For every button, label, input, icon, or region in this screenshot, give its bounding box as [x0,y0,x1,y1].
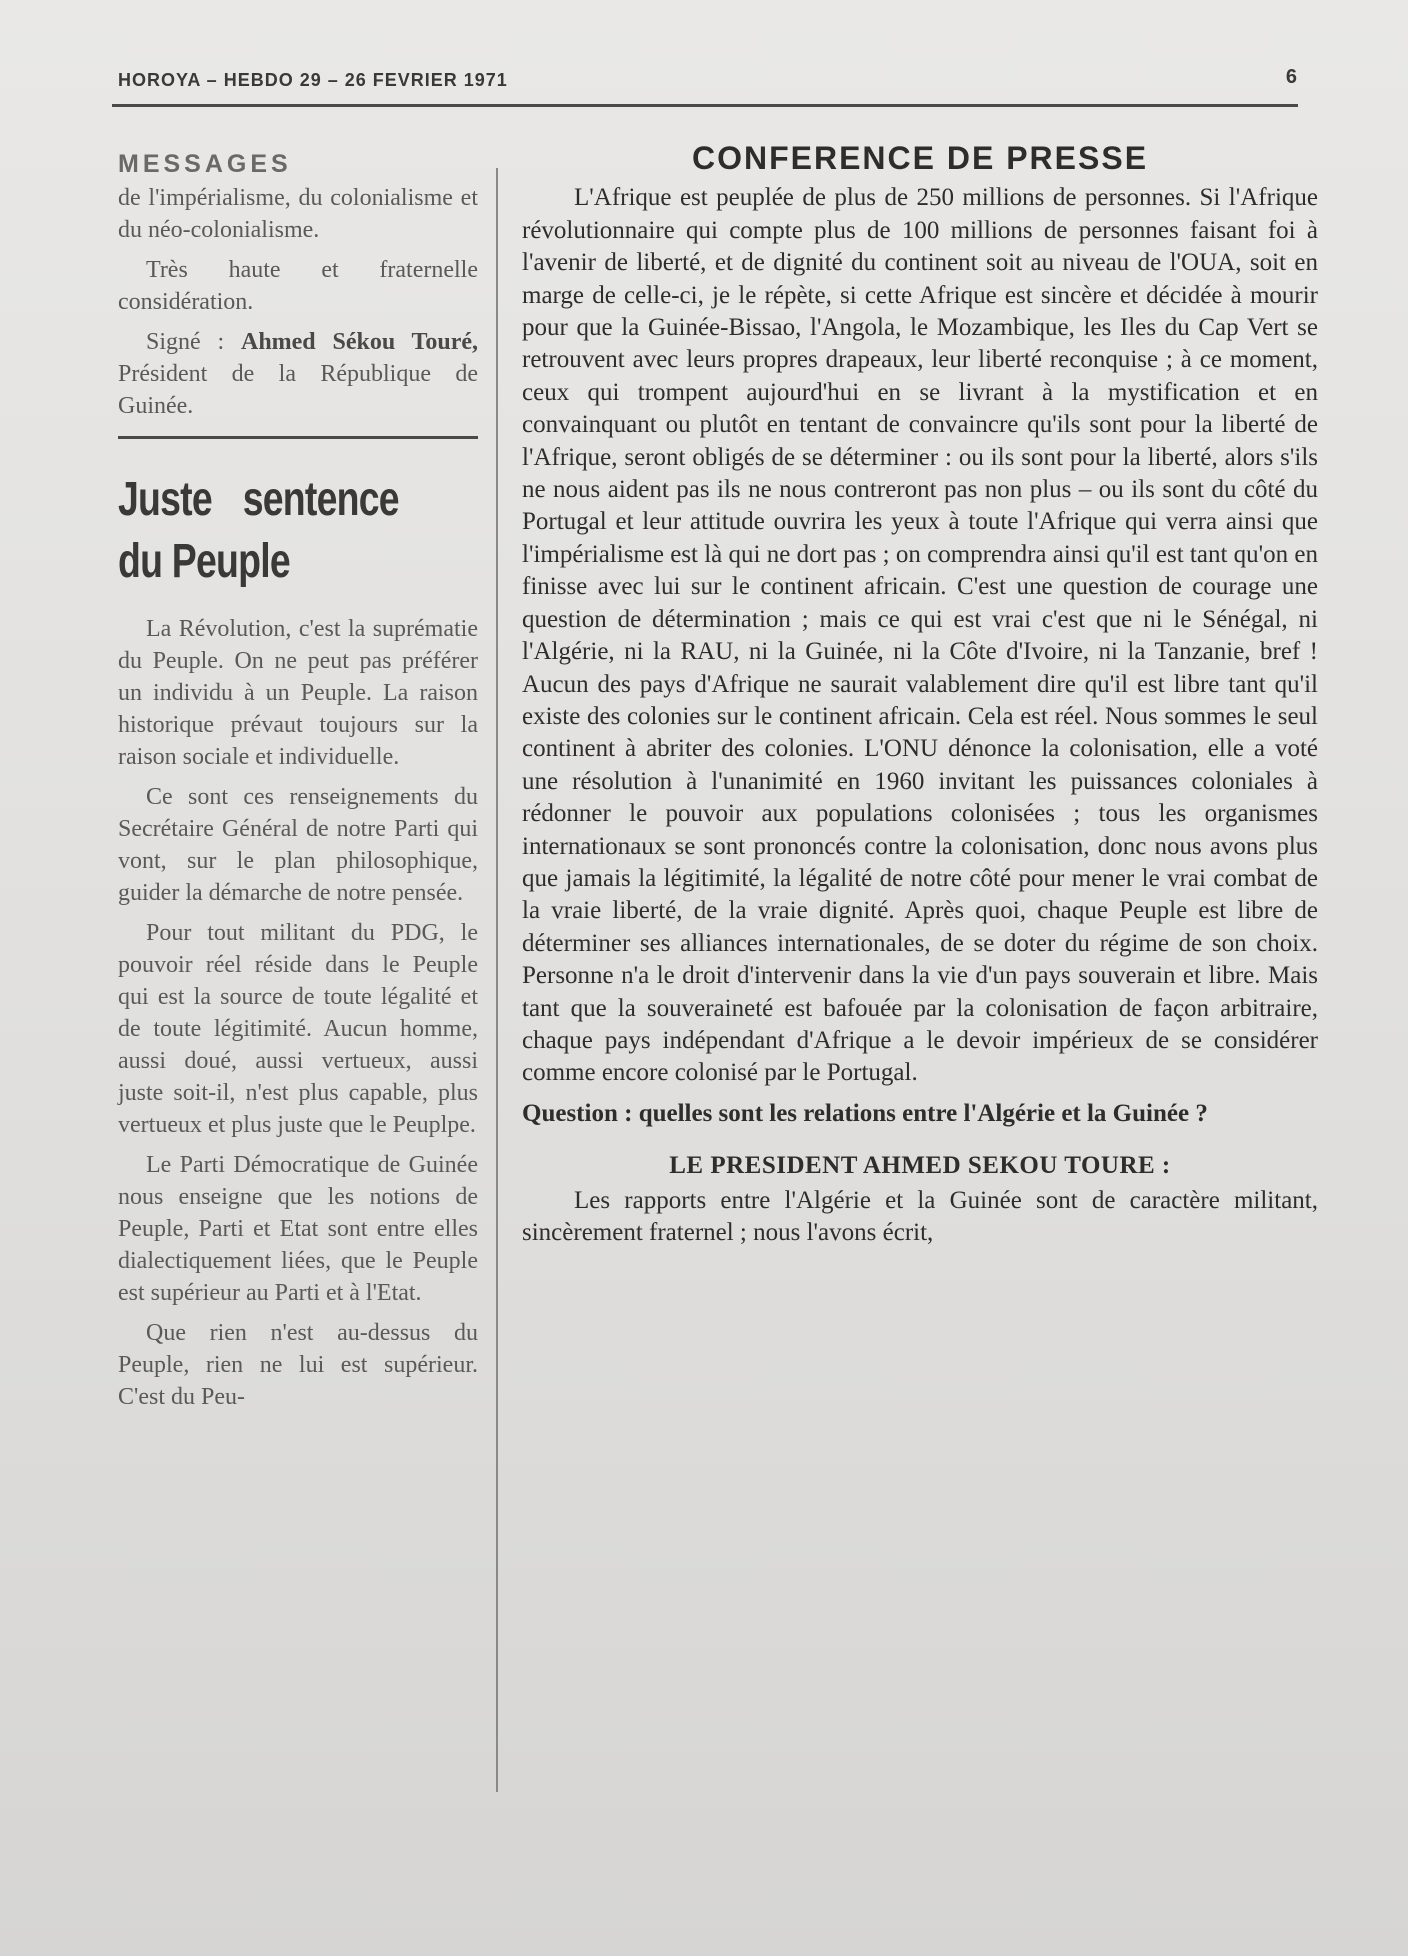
left-column [118,148,478,1421]
signature-prefix: Signé : [146,329,225,355]
signature-name: Ahmed Sékou Touré, [240,329,479,355]
messages-continuation: de l'impérialisme, du colonialisme et du néo-colonialisme. [118,185,478,243]
interview-question [522,1098,1318,1130]
left-divider [118,436,478,439]
sentence-paragraph: Ce sont ces renseignements du Secrétaire Général de notre Parti qui vont, sur le plan philosophique, guider la démarche de notre pensée. [118,784,478,906]
answer-text: Les rapports entre l'Algérie et la Guinée sont de caractère militant, sincèrement fraternel ; nous l'avons écrit, [522,1186,1318,1246]
right-column [522,132,1318,1249]
messages-signature [118,326,478,422]
messages-closing: Très haute et fraternelle considération. [118,257,478,315]
header-rule [112,104,1298,107]
sentence-article-title: Juste sentence du Peuple [118,473,399,588]
sentence-paragraph: Que rien n'est au-dessus du Peuple, rien ne lui est supérieur. C'est du Peu- [118,1320,478,1410]
sentence-paragraph: La Révolution, c'est la suprématie du Peuple. On ne peut pas préférer un individu à un Peuple. La raison historique prévaut toujours sur la raison sociale et individuelle. [118,616,478,770]
question-text: quelles sont les relations entre l'Algérie et la Guinée ? [638,1099,1208,1127]
question-label: Question : [522,1099,633,1127]
running-title: HOROYA – HEBDO 29 – 26 FEVRIER 1971 [118,70,508,90]
conference-title: CONFERENCE DE PRESSE [691,140,1149,176]
sentence-paragraph: Pour tout militant du PDG, le pouvoir réel réside dans le Peuple qui est la source de toute légalité et de toute légitimité. Aucun homme, aussi doué, aussi vertueux, aussi juste soit-il, n'est plus capable, plus vertueux et plus juste que le Peuplpe. [118,920,478,1138]
page-header [118,66,1298,91]
sentence-paragraph: Le Parti Démocratique de Guinée nous enseigne que les notions de Peuple, Parti et Etat sont entre elles dialectiquement liées, que le Peuple est supérieur au Parti et à l'Etat. [118,1152,478,1306]
messages-section-label: MESSAGES [118,150,292,178]
page-number: 6 [1285,66,1298,88]
conference-body: L'Afrique est peuplée de plus de 250 millions de personnes. Si l'Afrique révolutionnaire qui compte plus de 100 millions de personnes faisant foi à l'avenir de liberté, et de dignité du continent soit au niveau de l'OUA, soit en marge de celle-ci, je le répète, si cette Afrique est sincère et décidée à mourir pour que la Guinée-Bissao, l'Angola, le Mozambique, les Iles du Cap Vert se retrouvent avec leurs propres drapeaux, leur liberté reconquise ; à ce moment, ceux qui trompent aujourd'hui en se livrant à la mystification et en convainquant ou plutôt en tentant de convaincre qu'ils sont pour la liberté de l'Afrique, seront obligés de se déterminer : ou ils sont pour la liberté, alors s'ils ne nous aident pas ils ne nous contreront pas non plus – ou ils sont du côté du Portugal et leur attitude ouvrira les yeux à toute l'Afrique qui verra ainsi que l'impérialisme est là qui ne dort pas ; on comprendra ainsi qu'il est tant qu'on en finisse avec lui sur le continent africain. C'est une question de courage une question de détermination ; mais ce qui est vrai c'est que ni le Sénégal, ni l'Algérie, ni la RAU, ni la Guinée, ni la Côte d'Ivoire, ni la Tanzanie, bref ! Aucun des pays d'Afrique ne saurait valablement dire qu'il est libre tant qu'il existe des colonies sur le continent africain. Cela est réel. Nous sommes le seul continent à abriter des colonies. L'ONU dénonce la colonisation, elle a voté une résolution à l'unanimité en 1960 invitant les puissances coloniales à rédonner le pouvoir aux populations colonisées ; tous les organismes internationaux se sont prononcés contre la colonisation, donc nous avons plus que jamais la légitimité, la légalité de notre côté pour mener le vrai combat de la vraie liberté, de la vraie dignité. Après quoi, chaque Peuple est libre de déterminer ses alliances internationales, de se doter du régime de son choix. Personne n'a le droit d'intervenir dans la vie d'un pays souverain et libre. Mais tant que la souveraineté est bafouée par la colonisation de façon arbitraire, chaque pays indépendant d'Afrique a le devoir impérieux de se considérer comme encore colonisé par le Portugal. [522,184,1318,1087]
column-divider [496,168,498,1792]
answer-speaker: LE PRESIDENT AHMED SEKOU TOURE : [669,1152,1171,1180]
signature-title: Président de la République de Guinée. [118,361,478,419]
